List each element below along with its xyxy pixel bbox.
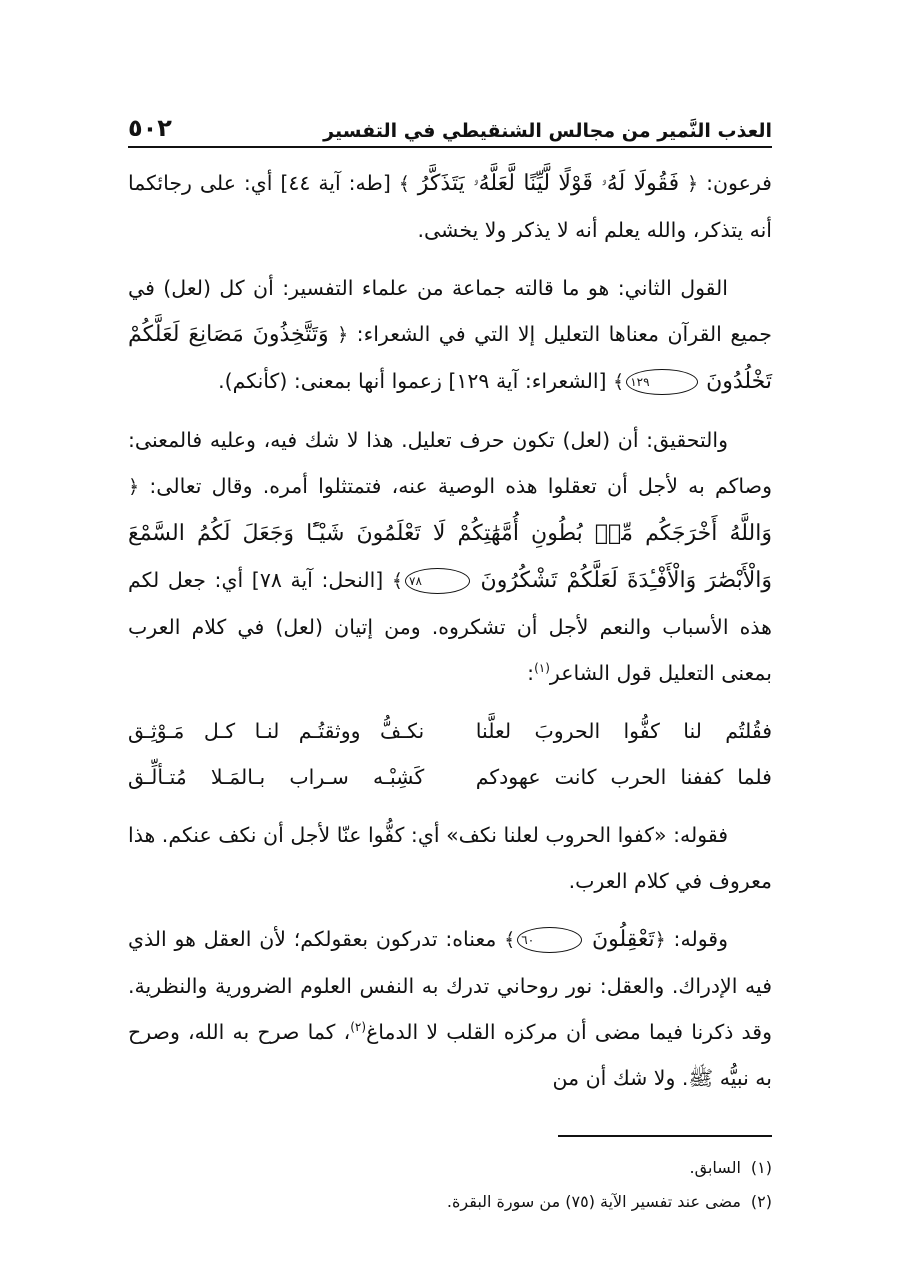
footnote-1 <box>128 1151 772 1185</box>
quran-close-bracket: ﴾ <box>504 929 516 951</box>
text-run: فقوله: «كفوا الحروب لعلنا نكف» أي: كفُّوا عنّا لأجل أن نكف عنكم. هذا معروف في كلام العرب. <box>128 823 772 893</box>
ayah-number-mark: ٦٠ <box>517 927 582 953</box>
poem <box>128 708 772 800</box>
quran-close-bracket: ﴾ <box>613 371 625 393</box>
text-run: معناه: تدركون بعقولكم؛ لأن العقل هو الذي فيه الإدراك. والعقل: نور روحاني تدرك به النفس العلوم الضرورية والنظرية. وقد ذكرنا فيما مضى أن مركزه القلب لا الدماغ <box>128 927 773 1044</box>
quran-verse: تَعْقِلُونَ <box>591 927 655 952</box>
quran-open-bracket: ﴿ <box>128 476 140 498</box>
paragraph-5 <box>128 916 772 1101</box>
text-run: ، كما صرح به الله، وصرح به نبيُّه ﷺ. ولا شك أن من <box>128 1020 772 1090</box>
text-run: وقوله: <box>665 927 728 951</box>
footnote-number: (٢) <box>750 1192 772 1211</box>
paragraph-4 <box>128 812 772 904</box>
paragraph-1 <box>128 160 772 253</box>
ayah-number-mark: ٧٨ <box>405 568 470 594</box>
page-number: ٥٠٢ <box>128 114 172 142</box>
footnote-reference[interactable]: (١) <box>534 661 550 676</box>
poem-first-hemistich: فقُلتُم لنا كفُّوا الحروبَ لعلَّنا <box>475 719 772 743</box>
ayah-number-mark: ١٢٩ <box>626 369 697 395</box>
text-run: [طه: آية ٤٤] أي: على رجائكما أنه يتذكر، والله يعلم أنه لا يذكر ولا يخشى. <box>128 171 772 242</box>
text-run: : <box>527 661 535 685</box>
paragraph-2 <box>128 265 772 405</box>
text-run: فرعون: <box>698 171 772 195</box>
text-run: [الشعراء: آية ١٢٩] زعموا أنها بمعنى: (كأنكم). <box>218 369 614 393</box>
footnote-separator <box>558 1135 772 1137</box>
footnotes <box>128 1151 772 1219</box>
page-body <box>128 160 772 1101</box>
poem-verse <box>128 708 772 754</box>
footnote-text: مضى عند تفسير الآية (٧٥) من سورة البقرة. <box>446 1192 741 1211</box>
paragraph-3 <box>128 417 772 696</box>
footnote-text: السابق. <box>689 1158 741 1177</box>
quran-verse: وَاللَّهُ أَخْرَجَكُم مِّنۢ بُطُونِ أُمَّهَٰتِكُمْ لَا تَعْلَمُونَ شَيْـًٔا وَجَعَلَ لَكُمُ السَّمْعَ وَالْأَبْصَٰرَ وَالْأَفْـِٔدَةَ لَعَلَّكُمْ تَشْكُرُونَ <box>128 521 772 593</box>
quran-open-bracket: ﴿ <box>337 324 349 346</box>
quran-open-bracket: ﴿ <box>687 173 699 195</box>
quran-open-bracket: ﴿ <box>654 929 666 951</box>
quran-close-bracket: ﴾ <box>391 570 404 592</box>
poem-verse <box>128 754 772 800</box>
running-title: العذب النَّمير من مجالس الشنقيطي في التفسير <box>323 120 772 142</box>
footnote-reference[interactable]: (٢) <box>350 1020 367 1035</box>
text-run: والتحقيق: أن (لعل) تكون حرف تعليل. هذا لا شك فيه، وعليه فالمعنى: وصاكم به لأجل أن تعقلوا هذه الوصية عنه، فتمتثلوا أمره. وقال تعالى: <box>128 428 772 498</box>
quran-verse: وَتَتَّخِذُونَ مَصَانِعَ لَعَلَّكُمْ تَخْلُدُونَ <box>128 322 772 394</box>
footnote-2 <box>128 1185 772 1219</box>
poem-second-hemistich: كَشِبْـه سـراب بـالمَـلا مُتـألِّـق <box>128 765 425 789</box>
text-run: القول الثاني: هو ما قالته جماعة من علماء التفسير: أن كل (لعل) في جميع القرآن معناها التعليل إلا التي في الشعراء: <box>128 276 772 346</box>
page-header <box>128 104 772 148</box>
poem-first-hemistich: فلما كففنا الحرب كانت عهودكم <box>475 765 772 789</box>
poem-second-hemistich: نكـفُّ ووثقتُـم لنـا كـل مَـوْثِـق <box>128 719 425 743</box>
quran-verse: فَقُولَا لَهُۥ قَوْلًا لَّيِّنًا لَّعَلَّهُۥ يَتَذَكَّرُ <box>417 171 680 196</box>
text-run: [النحل: آية ٧٨] أي: جعل لكم هذه الأسباب والنعم لأجل أن تشكروه. ومن إتيان (لعل) في كلام العرب بمعنى التعليل قول الشاعر <box>128 568 772 685</box>
quran-close-bracket: ﴾ <box>398 173 410 195</box>
footnote-number: (١) <box>750 1158 772 1177</box>
